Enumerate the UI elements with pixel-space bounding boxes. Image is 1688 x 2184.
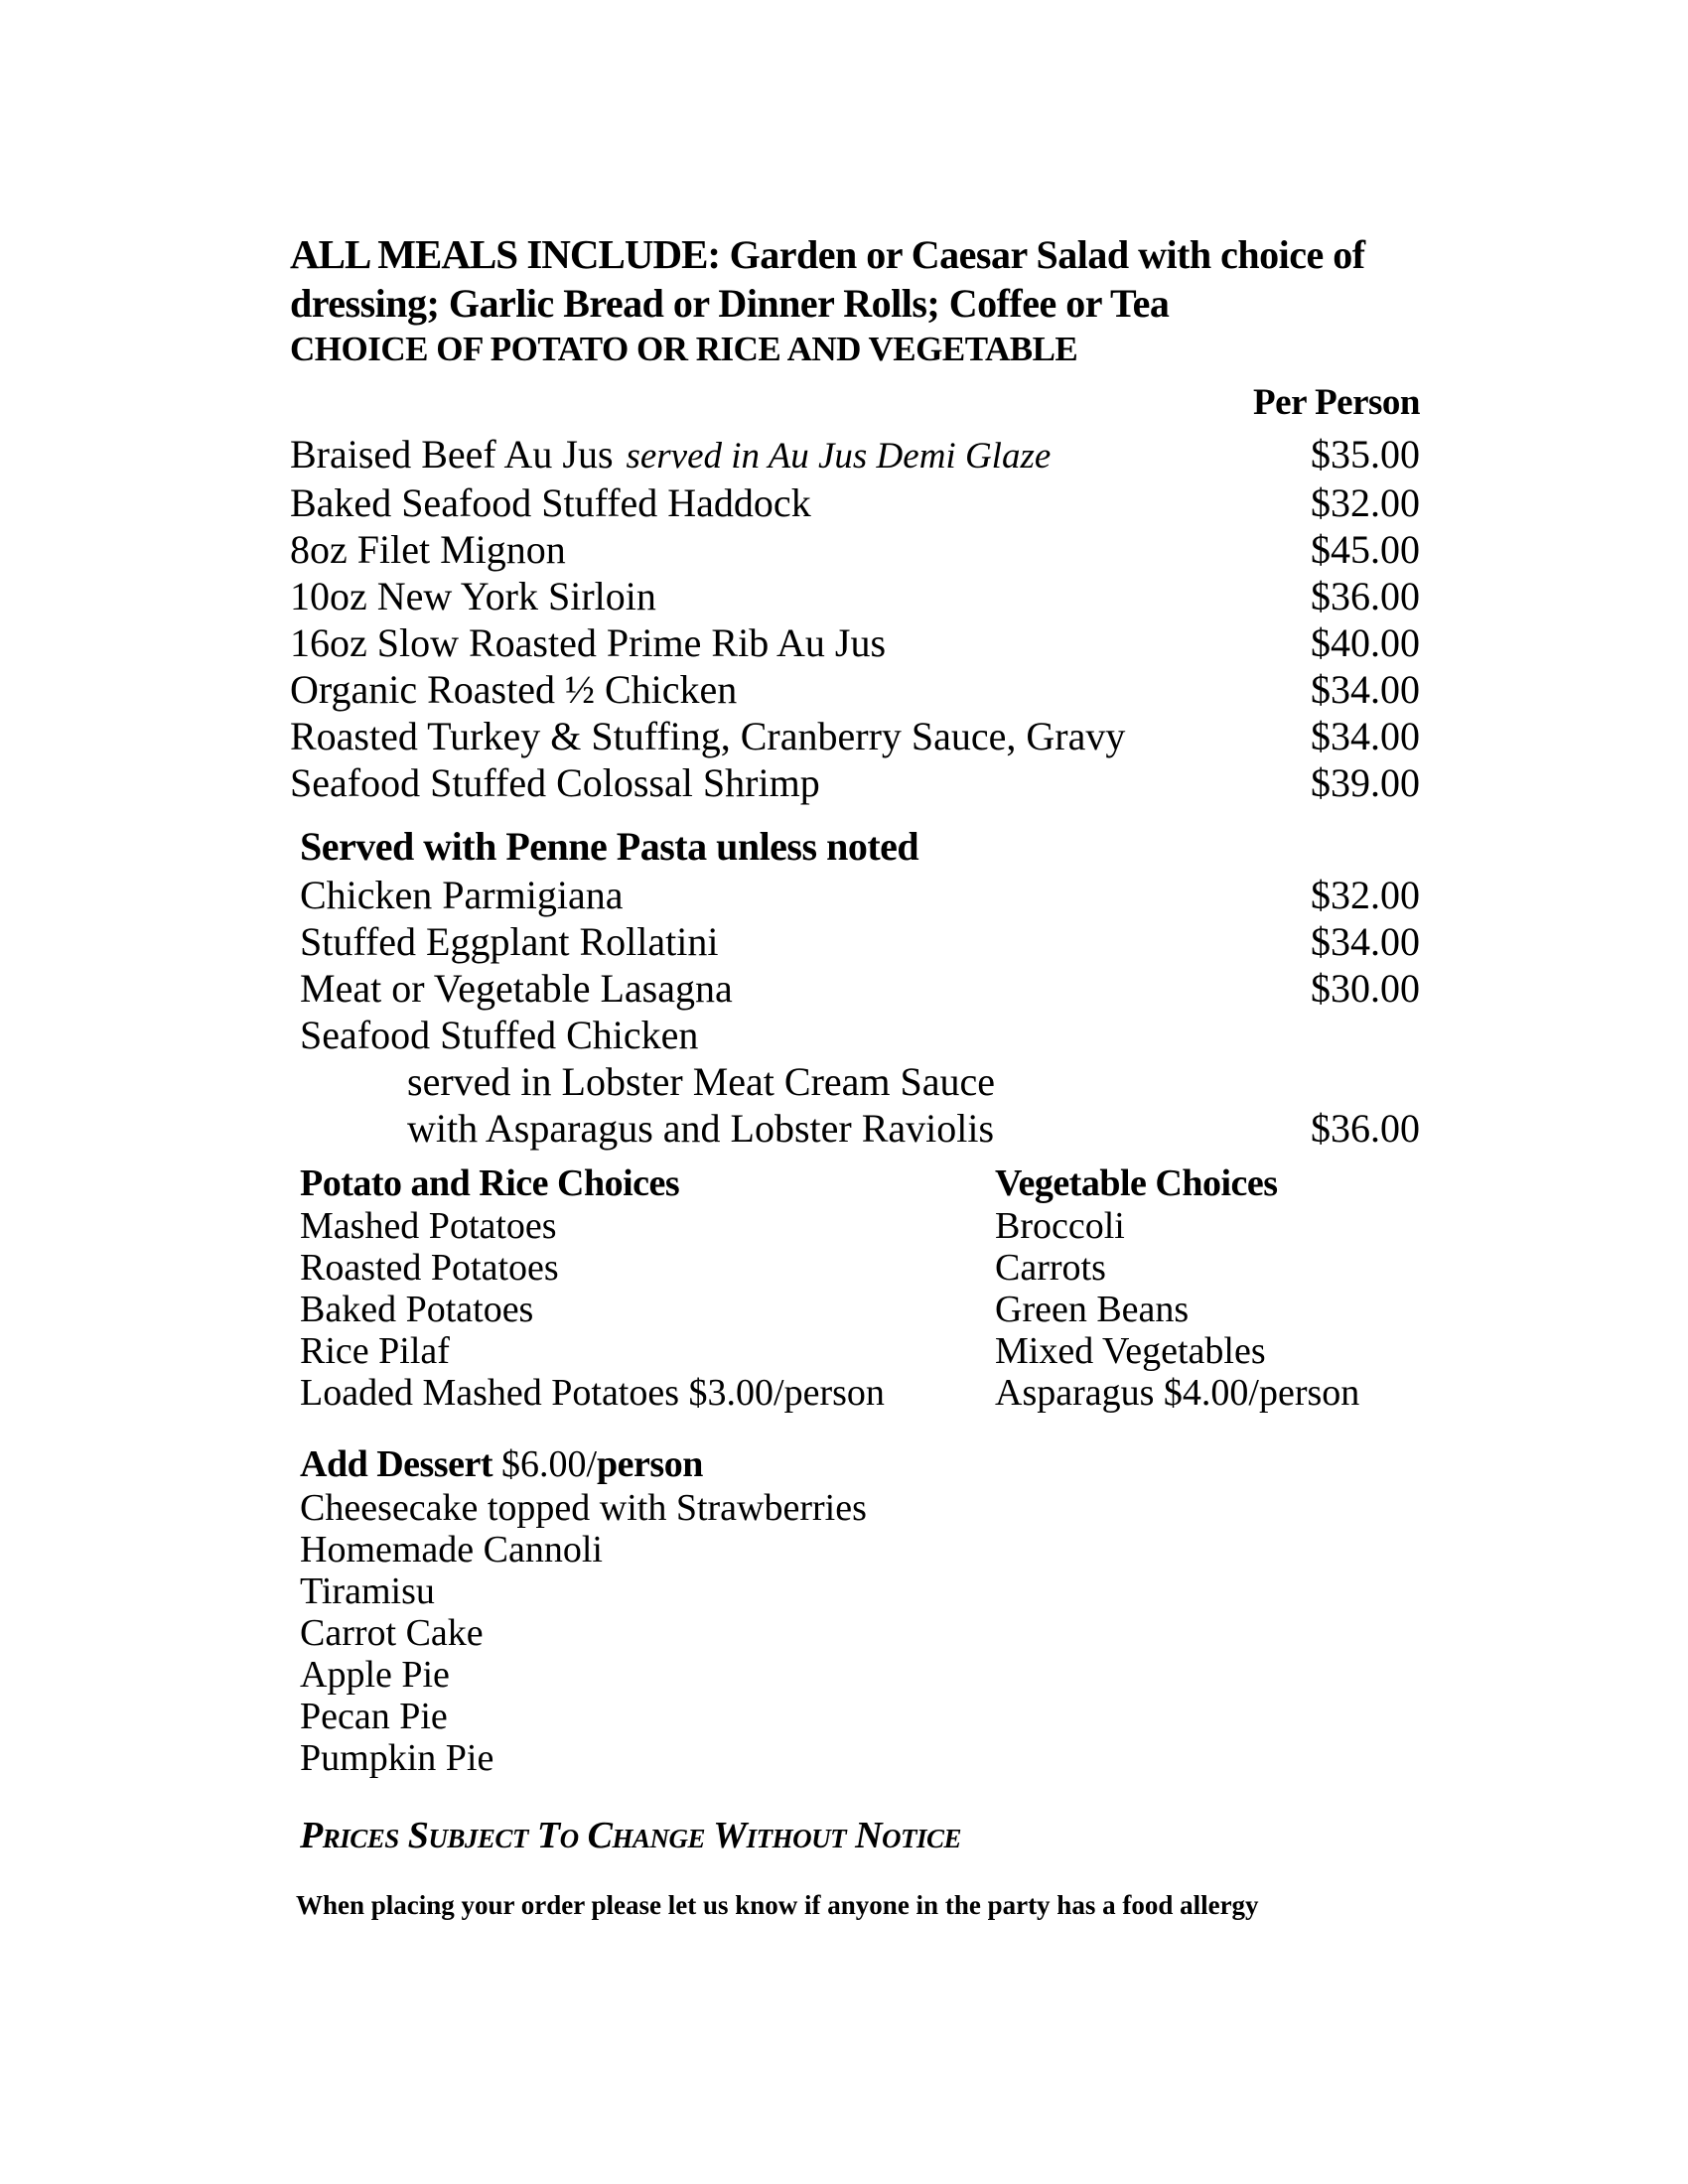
potato-rice-heading: Potato and Rice Choices — [300, 1162, 680, 1204]
side-item: Asparagus $4.00/person — [995, 1372, 1360, 1414]
menu-item-name: Meat or Vegetable Lasagna — [300, 966, 733, 1011]
menu-item-name-text: Braised Beef Au Jus — [290, 432, 614, 477]
menu-item-row — [300, 1105, 1420, 1152]
menu-item-price: $36.00 — [1311, 574, 1420, 618]
side-item: Broccoli — [995, 1205, 1125, 1247]
dessert-heading-price: $6.00/ — [500, 1443, 598, 1485]
side-item: Mixed Vegetables — [995, 1330, 1266, 1372]
menu-item-row — [300, 1058, 1420, 1105]
menu-item-price: $30.00 — [1311, 966, 1420, 1011]
side-item: Mashed Potatoes — [300, 1205, 557, 1247]
menu-item-price: $32.00 — [1311, 873, 1420, 917]
menu-item-price: $36.00 — [1311, 1106, 1420, 1151]
menu-item-name — [290, 431, 1271, 479]
side-item: Carrots — [995, 1247, 1106, 1289]
potato-rice-column — [300, 1161, 995, 1414]
vegetable-heading: Vegetable Choices — [995, 1162, 1278, 1204]
menu-item-description-line: served in Lobster Meat Cream Sauce — [407, 1059, 996, 1104]
menu-item-name: Roasted Turkey & Stuffing, Cranberry Sauce, Gravy — [290, 714, 1126, 758]
menu-item-name: 8oz Filet Mignon — [290, 527, 566, 572]
header-line-1 — [290, 230, 1420, 279]
dessert-section — [290, 1441, 1420, 1779]
sides-section — [290, 1161, 1420, 1414]
dessert-heading-per-person: person — [597, 1443, 703, 1485]
entree-list — [290, 431, 1420, 806]
menu-item-row — [290, 431, 1420, 479]
menu-item-row — [300, 872, 1420, 918]
side-item: Loaded Mashed Potatoes $3.00/person — [300, 1372, 885, 1414]
menu-item-price: $32.00 — [1311, 480, 1420, 525]
menu-item-row — [290, 526, 1420, 573]
menu-item-price: $39.00 — [1311, 760, 1420, 805]
dessert-heading — [300, 1441, 1420, 1487]
menu-item-name: Stuffed Eggplant Rollatini — [300, 919, 719, 964]
dessert-item: Carrot Cake — [300, 1612, 484, 1654]
dessert-item: Tiramisu — [300, 1570, 435, 1612]
vegetable-column — [995, 1161, 1420, 1414]
menu-item-row — [290, 479, 1420, 526]
menu-item-description-line: with Asparagus and Lobster Raviolis — [407, 1106, 995, 1151]
header-line-1-rest: Garden or Caesar Salad with choice of — [720, 232, 1365, 277]
menu-item-name: Chicken Parmigiana — [300, 873, 624, 917]
menu-item-price: $40.00 — [1311, 620, 1420, 665]
menu-item-price: $34.00 — [1311, 667, 1420, 712]
menu-item-price: $45.00 — [1311, 527, 1420, 572]
menu-item-row — [290, 713, 1420, 759]
menu-item-row — [300, 965, 1420, 1012]
header-line-2: dressing; Garlic Bread or Dinner Rolls; Coffee or Tea — [290, 281, 1170, 326]
header-all-meals-include: ALL MEALS INCLUDE: — [290, 231, 721, 277]
side-item: Green Beans — [995, 1289, 1190, 1330]
side-item: Rice Pilaf — [300, 1330, 450, 1372]
menu-item-price: $34.00 — [1311, 714, 1420, 758]
menu-item-note: served in Au Jus Demi Glaze — [626, 436, 1052, 477]
menu-item-row — [290, 666, 1420, 713]
price-column-header: Per Person — [1253, 382, 1420, 423]
pasta-section-heading: Served with Penne Pasta unless noted — [300, 824, 919, 869]
menu-item-row — [300, 918, 1420, 965]
side-item: Roasted Potatoes — [300, 1247, 559, 1289]
menu-item-name: Baked Seafood Stuffed Haddock — [290, 480, 811, 525]
menu-item-row — [290, 619, 1420, 666]
pasta-section — [290, 822, 1420, 1152]
dessert-item: Apple Pie — [300, 1654, 450, 1696]
menu-item-price: $34.00 — [1311, 919, 1420, 964]
menu-item-price: $35.00 — [1311, 432, 1420, 477]
menu-item-name: Seafood Stuffed Colossal Shrimp — [290, 760, 820, 805]
dessert-item: Cheesecake topped with Strawberries — [300, 1487, 867, 1529]
dessert-heading-label: Add Dessert — [300, 1443, 501, 1485]
menu-item-row — [290, 759, 1420, 806]
menu-item-name: Seafood Stuffed Chicken — [300, 1013, 699, 1057]
dessert-item: Homemade Cannoli — [300, 1529, 603, 1570]
dessert-item: Pecan Pie — [300, 1696, 448, 1737]
menu-item-name: Organic Roasted ½ Chicken — [290, 667, 738, 712]
menu-item-name: 10oz New York Sirloin — [290, 574, 656, 618]
menu-content — [290, 230, 1420, 1922]
menu-item-row — [290, 573, 1420, 619]
header-line-3: CHOICE OF POTATO OR RICE AND VEGETABLE — [290, 330, 1078, 368]
menu-item-name: 16oz Slow Roasted Prime Rib Au Jus — [290, 620, 887, 665]
side-item: Baked Potatoes — [300, 1289, 534, 1330]
prices-change-notice: Prices Subject To Change Without Notice — [300, 1815, 962, 1856]
menu-item-row — [300, 1012, 1420, 1058]
food-allergy-note: When placing your order please let us know if anyone in the party has a food allergy — [296, 1890, 1259, 1920]
dessert-item: Pumpkin Pie — [300, 1737, 494, 1779]
